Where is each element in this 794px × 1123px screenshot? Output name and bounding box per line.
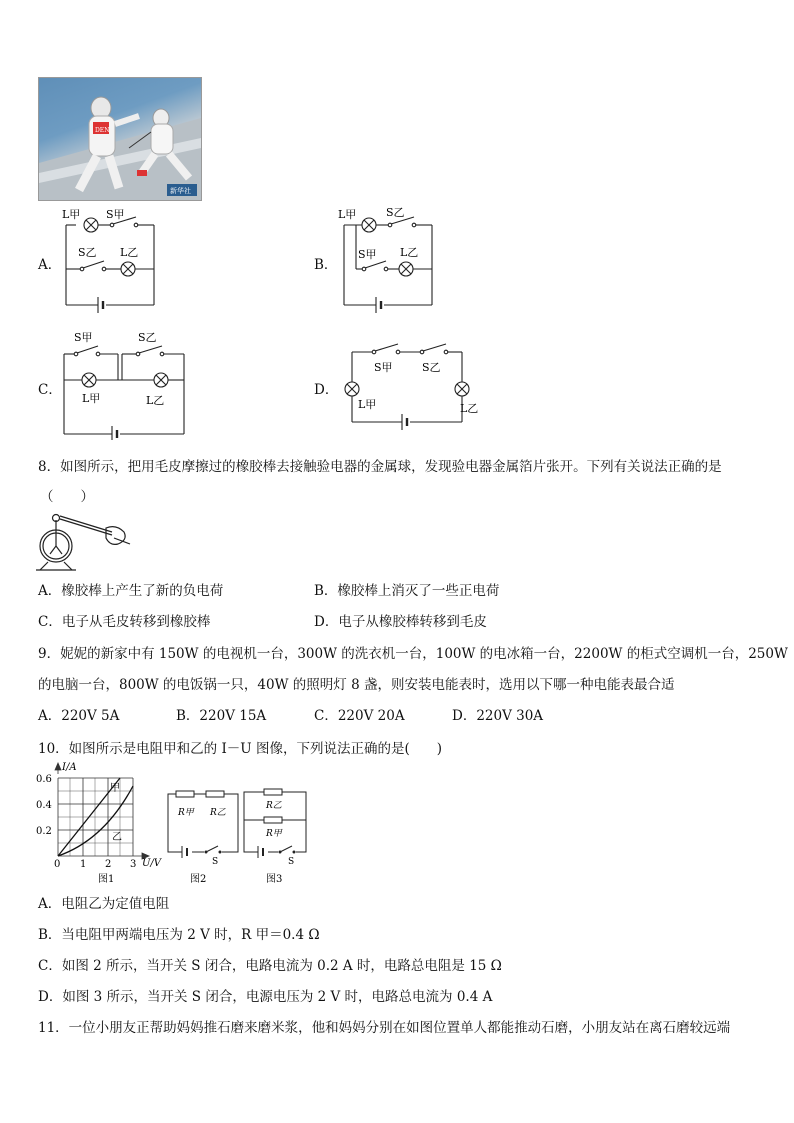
label-l-jia: L甲 — [62, 208, 81, 221]
jersey-text: DEN — [95, 127, 110, 134]
q8-option-a: A．橡胶棒上产生了新的负电荷 — [38, 583, 224, 599]
label-l-yi: L乙 — [460, 402, 479, 415]
label-s-jia: S甲 — [74, 331, 93, 344]
label-s-yi: S乙 — [138, 331, 157, 344]
q7-option-d-letter: D． — [314, 382, 339, 398]
label-l-jia: L甲 — [358, 398, 377, 411]
q10-option-b: B．当电阻甲两端电压为 2 V 时，R 甲＝0.4 Ω — [38, 927, 320, 943]
q8-paren: （ ） — [40, 489, 94, 505]
r-jia-label: R甲 — [266, 829, 282, 839]
q9-option-c: C．220V 20A — [314, 708, 405, 724]
y-axis-label: I/A — [62, 762, 77, 773]
x-tick-2: 2 — [105, 859, 112, 870]
r-jia-label: R甲 — [178, 808, 194, 818]
q7-option-c-letter: C． — [38, 382, 62, 398]
fencing-photo — [38, 77, 202, 201]
q9-stem-line1: 9．妮妮的新家中有 150W 的电视机一台，300W 的洗衣机一台，100W 的电冰箱一台，2200W 的柜式空调机一台，250W — [38, 646, 788, 662]
fig3-caption: 图3 — [266, 874, 283, 885]
x-tick-3: 3 — [130, 859, 137, 870]
q8-option-d: D．电子从橡胶棒转移到毛皮 — [314, 614, 487, 630]
r-yi-label: R乙 — [266, 801, 282, 811]
r-yi-label: R乙 — [210, 808, 226, 818]
y-tick-0-2: 0.2 — [36, 826, 52, 837]
label-s-jia: S甲 — [106, 208, 125, 221]
q10-option-d: D．如图 3 所示，当开关 S 闭合，电源电压为 2 V 时，电路总电流为 0.4 A — [38, 989, 493, 1005]
label-l-yi: L乙 — [400, 246, 419, 259]
q10-option-c: C．如图 2 所示，当开关 S 闭合，电路电流为 0.2 A 时，电路总电阻是 15 Ω — [38, 958, 502, 974]
curve-jia-label: 甲 — [110, 783, 120, 794]
q7-option-b-letter: B． — [314, 257, 338, 273]
q11-stem-line1: 11．一位小朋友正帮助妈妈推石磨来磨米浆，他和妈妈分别在如图位置单人都能推动石磨，小朋友站在离石磨较远端 — [38, 1020, 731, 1036]
q9-stem-line2: 的电脑一台，800W 的电饭锅一只，40W 的照明灯 8 盏，则安装电能表时，选用以下哪一种电能表最合适 — [38, 677, 675, 693]
q10-option-a: A．电阻乙为定值电阻 — [38, 896, 170, 912]
q9-option-a: A．220V 5A — [38, 708, 120, 724]
label-s-yi: S乙 — [386, 206, 405, 219]
q8-stem: 8．如图所示，把用毛皮摩擦过的橡胶棒去接触验电器的金属球，发现验电器金属箔片张开。下列有关说法正确的是 — [38, 459, 722, 475]
fig2-switch-label: S — [212, 857, 219, 867]
q7-option-a-letter: A． — [38, 257, 62, 273]
x-tick-1: 1 — [80, 859, 87, 870]
label-l-jia: L甲 — [82, 392, 101, 405]
photo-logo: 新华社 — [170, 187, 191, 195]
q9-option-b: B．220V 15A — [176, 708, 267, 724]
fig2-caption: 图2 — [190, 874, 207, 885]
label-s-jia: S甲 — [358, 248, 377, 261]
label-l-jia: L甲 — [338, 208, 357, 221]
q7-circuit-a — [58, 205, 168, 315]
fig3-switch-label: S — [288, 857, 295, 867]
curve-yi-label: 乙 — [112, 832, 122, 843]
q8-option-b: B．橡胶棒上消灭了一些正电荷 — [314, 583, 500, 599]
fig1-caption: 图1 — [98, 874, 115, 885]
q7-circuit-d — [336, 338, 486, 438]
x-tick-0: 0 — [54, 859, 61, 870]
q10-fig3-parallel-circuit — [240, 788, 312, 888]
label-l-yi: L乙 — [120, 246, 139, 259]
label-s-yi: S乙 — [78, 246, 97, 259]
q10-stem: 10．如图所示是电阻甲和乙的 I－U 图像，下列说法正确的是( ) — [38, 741, 443, 757]
q10-fig2-series-circuit — [164, 790, 242, 888]
label-s-jia: S甲 — [374, 361, 393, 374]
q10-iu-graph — [34, 760, 164, 888]
y-tick-0-6: 0.6 — [36, 774, 52, 785]
label-l-yi: L乙 — [146, 394, 165, 407]
label-s-yi: S乙 — [422, 361, 441, 374]
q7-circuit-c — [58, 328, 188, 440]
x-axis-label: U/V — [142, 858, 162, 869]
y-tick-0-4: 0.4 — [36, 800, 52, 811]
q8-option-c: C．电子从毛皮转移到橡胶棒 — [38, 614, 211, 630]
electroscope-figure — [34, 510, 134, 572]
q7-circuit-b — [336, 205, 446, 315]
q9-option-d: D．220V 30A — [452, 708, 544, 724]
